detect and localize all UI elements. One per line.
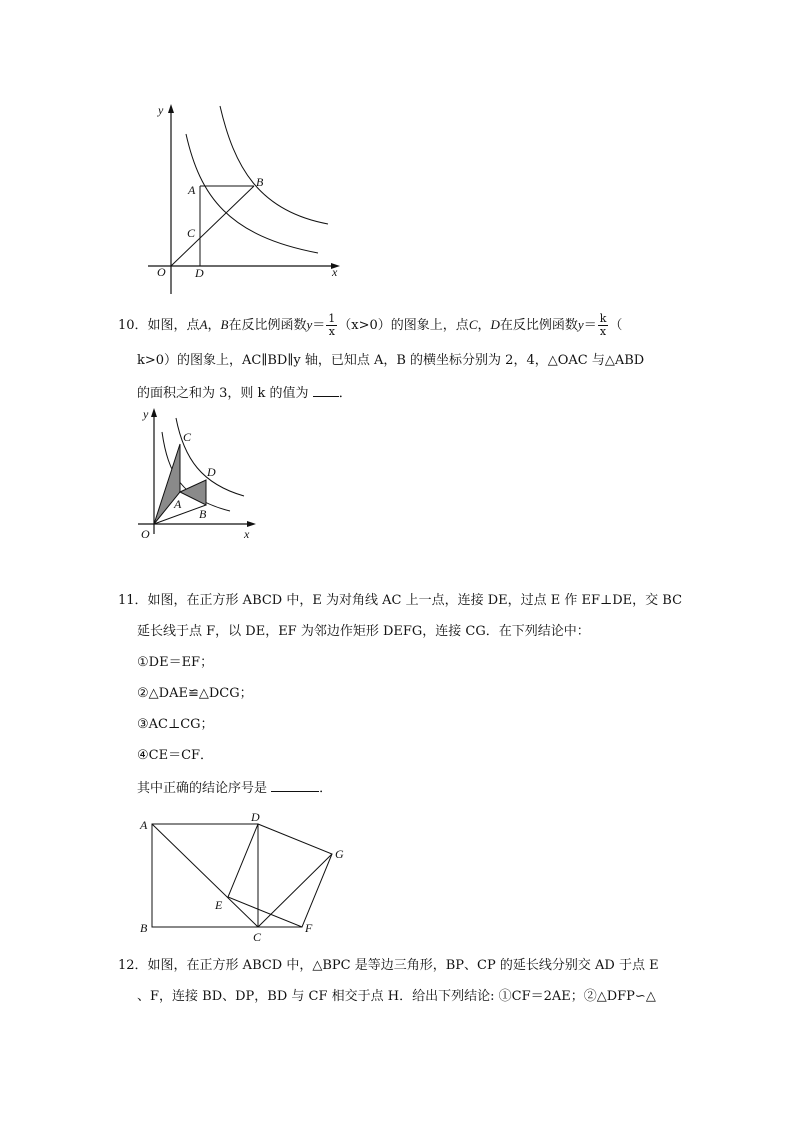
label-b: B [256, 175, 264, 189]
label-a: A [140, 818, 148, 832]
label-d: D [195, 266, 204, 280]
label-e: E [215, 898, 223, 912]
y-axis-arrow [151, 408, 157, 417]
label-c: C [183, 430, 192, 444]
triangle-abd [180, 480, 206, 505]
fraction-k-over-x: $\frac{k}{x}$ [599, 312, 607, 338]
q11-conclusion-3: ③AC⊥CG； [137, 717, 214, 732]
q11-conclusion-4: ④CE＝CF． [137, 748, 214, 763]
label-a: A [188, 183, 196, 197]
hyperbola-inner [186, 134, 318, 253]
label-o: O [141, 527, 150, 541]
q11-line-2: 延长线于点 F，以 DE，EF 为邻边作矩形 DEFG，连接 CG．在下列结论中： [137, 624, 590, 639]
y-axis-arrow [168, 104, 174, 113]
q11-ask: 其中正确的结论序号是 ． [137, 781, 333, 796]
q10-line-3: 的面积之和为 3，则 k 的值为 ． [137, 386, 352, 401]
label-y: y [158, 103, 164, 117]
label-c: C [253, 930, 262, 944]
figure-q10-shaded-triangles [132, 404, 272, 549]
figure-q9-hyperbola-graph [138, 96, 358, 301]
q11-line-1: 11．如图，在正方形 ABCD 中，E 为对角线 AC 上一点，连接 DE，过点 E 作 EF⊥DE，交 BC [118, 593, 683, 608]
label-b: B [140, 921, 148, 935]
q11-conclusion-2: ②△DAE≌△DCG； [137, 686, 253, 701]
label-d: D [207, 465, 216, 479]
diagonal-ac [152, 824, 258, 927]
q12-line-2: 、F，连接 BD、DP，BD 与 CF 相交于点 H．给出下列结论: ①CF＝2AE；②△DFP∽△ [137, 989, 656, 1004]
q10-line-1: 10．如图，点A，B在反比例函数y＝ $\frac{1}{x}$ （x>0）的图象上，点C，D在反比例函数y＝ $\frac{k}{x}$ （ [118, 312, 623, 338]
answer-blank-q10 [313, 384, 339, 397]
label-y: y [143, 407, 149, 421]
label-d: D [251, 810, 260, 824]
hyperbola-outer [220, 106, 328, 224]
label-f: F [305, 921, 313, 935]
label-g: G [335, 847, 344, 861]
answer-blank-q11 [271, 779, 319, 792]
q11-conclusion-1: ①DE＝EF； [137, 655, 214, 670]
q12-line-1: 12．如图，在正方形 ABCD 中，△BPC 是等边三角形，BP、CP 的延长线分别交 AD 于点 E [118, 958, 659, 973]
q10-line-2: k>0）的图象上，AC∥BD∥y 轴，已知点 A，B 的横坐标分别为 2，4，△OAC 与△ABD [137, 353, 645, 368]
label-x: x [332, 265, 338, 279]
label-x: x [244, 527, 250, 541]
label-c: C [187, 226, 196, 240]
rectangle-defg [228, 824, 332, 927]
label-o: O [157, 265, 166, 279]
figure-q11-square-rectangle [136, 808, 356, 950]
label-a: A [174, 497, 182, 511]
segment-cg [258, 854, 332, 927]
fraction-1-over-x: $\frac{1}{x}$ [328, 312, 336, 338]
label-b: B [199, 507, 207, 521]
